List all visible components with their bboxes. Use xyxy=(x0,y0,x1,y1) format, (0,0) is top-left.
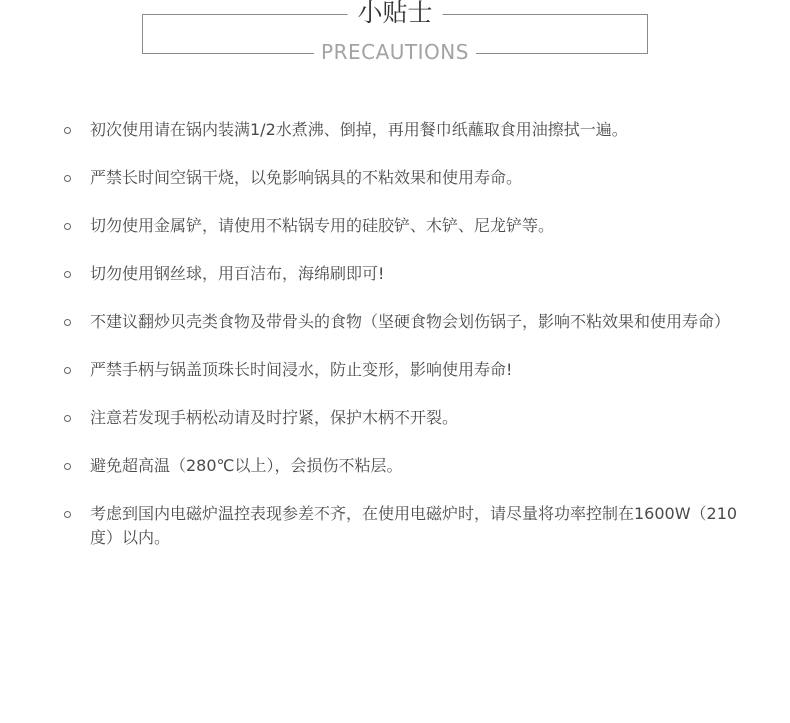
bullet-circle-icon xyxy=(64,415,71,422)
bullet-circle-icon xyxy=(64,271,71,278)
list-item xyxy=(60,118,740,142)
list-item xyxy=(60,358,740,382)
tip-text: 注意若发现手柄松动请及时拧紧，保护木柄不开裂。 xyxy=(90,408,459,427)
tip-text: 严禁手柄与锅盖顶珠长时间浸水，防止变形，影响使用寿命! xyxy=(90,360,513,379)
tip-text: 切勿使用金属铲，请使用不粘锅专用的硅胶铲、木铲、尼龙铲等。 xyxy=(90,216,555,235)
bullet-circle-icon xyxy=(64,319,71,326)
bullet-circle-icon xyxy=(64,223,71,230)
bullet-circle-icon xyxy=(64,367,71,374)
tip-text: 严禁长时间空锅干烧，以免影响锅具的不粘效果和使用寿命。 xyxy=(90,168,523,187)
tip-text: 初次使用请在锅内装满1/2水煮沸、倒掉，再用餐巾纸蘸取食用油擦拭一遍。 xyxy=(90,120,628,139)
bullet-circle-icon xyxy=(64,511,71,518)
section-header xyxy=(142,0,648,64)
list-item xyxy=(60,454,740,478)
section-subtitle: PRECAUTIONS xyxy=(314,39,476,65)
list-item xyxy=(60,214,740,238)
list-item xyxy=(60,406,740,430)
section-title: 小贴士 xyxy=(347,0,442,29)
list-item xyxy=(60,262,740,286)
bullet-circle-icon xyxy=(64,175,71,182)
tip-text: 不建议翻炒贝壳类食物及带骨头的食物（坚硬食物会划伤锅子，影响不粘效果和使用寿命） xyxy=(90,312,731,331)
bullet-circle-icon xyxy=(64,463,71,470)
tip-text: 避免超高温（280℃以上），会损伤不粘层。 xyxy=(90,456,403,475)
list-item xyxy=(60,310,740,334)
precautions-list xyxy=(60,118,740,574)
tip-text: 切勿使用钢丝球，用百洁布，海绵刷即可! xyxy=(90,264,385,283)
tip-text: 考虑到国内电磁炉温控表现参差不齐，在使用电磁炉时，请尽量将功率控制在1600W（210度）以内。 xyxy=(90,504,738,547)
list-item xyxy=(60,166,740,190)
bullet-circle-icon xyxy=(64,127,71,134)
list-item xyxy=(60,502,740,550)
